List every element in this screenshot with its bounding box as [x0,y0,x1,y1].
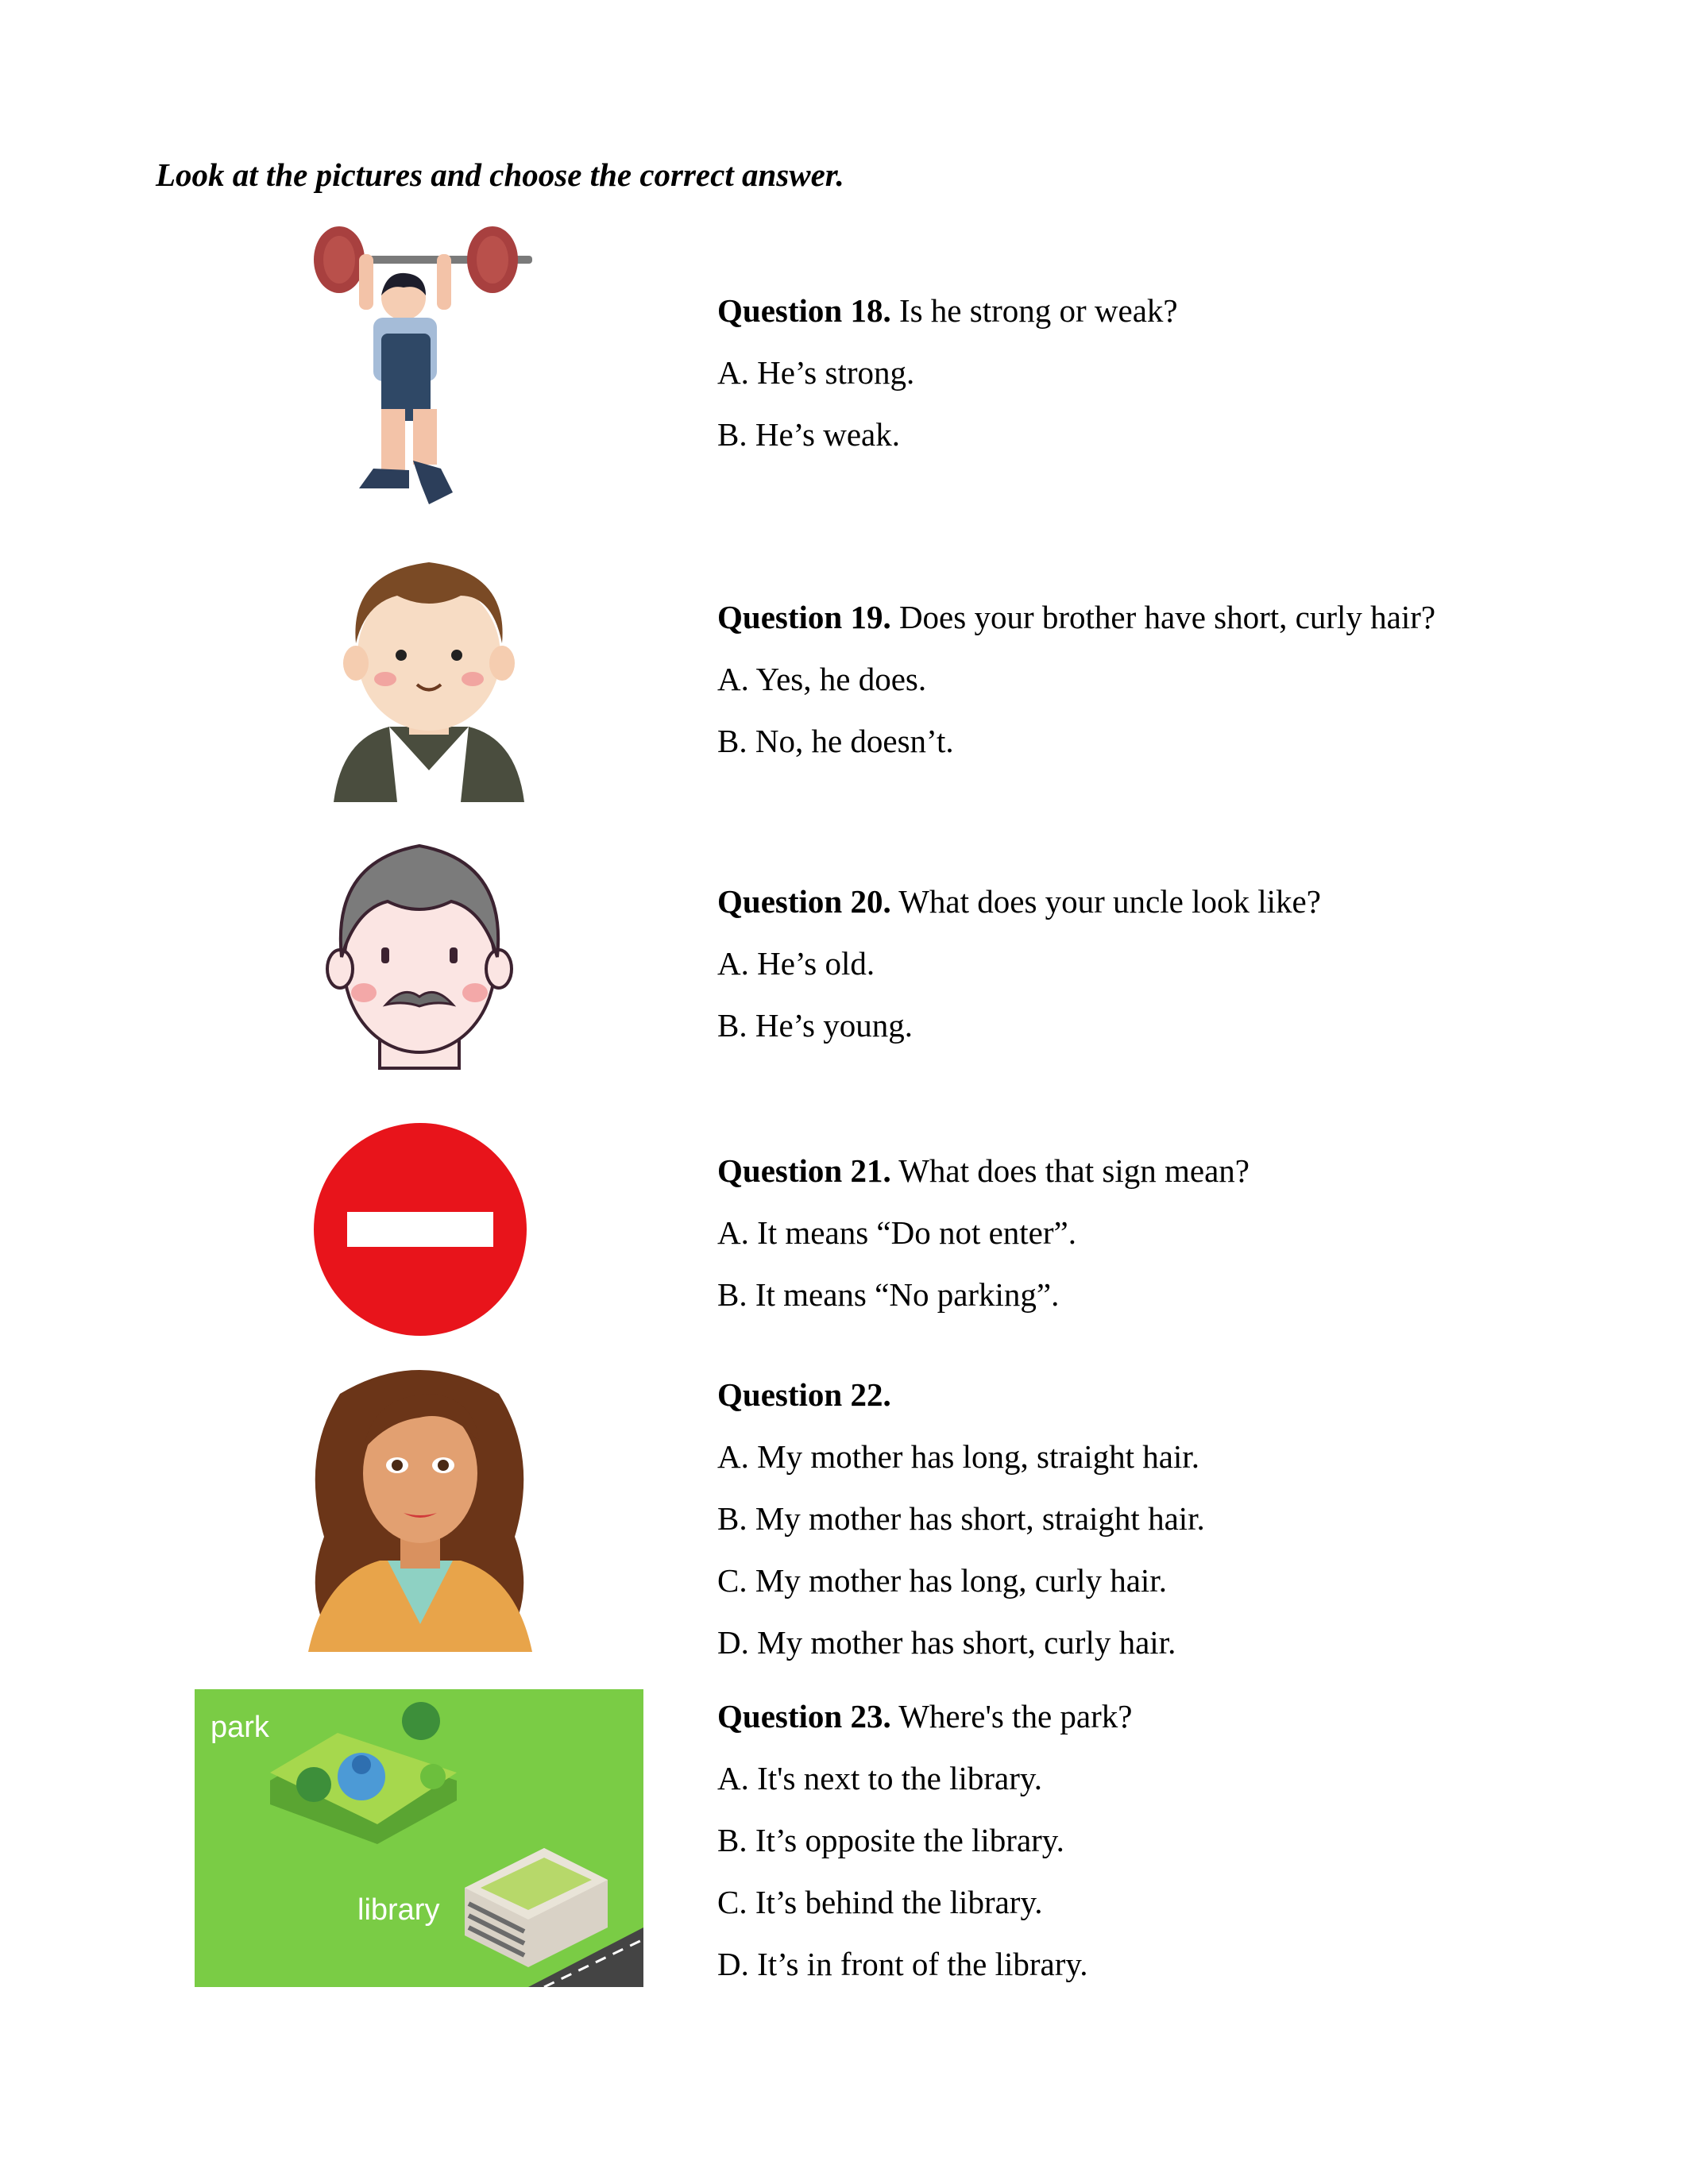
question-19-text: Question 19. Does your brother have short, curly hair? [717,599,1436,635]
question-18 [717,280,1178,465]
boy-face-illustration [334,548,524,802]
question-23-option-b[interactable]: B. It’s opposite the library. [717,1822,1064,1858]
question-22-text: Question 22. [717,1376,891,1413]
instruction-heading: Look at the pictures and choose the correct answer. [156,156,844,193]
question-19 [717,586,1435,772]
map-label-park: park [211,1711,269,1744]
question-21-text: Question 21. What does that sign mean? [717,1152,1250,1189]
question-21-option-b[interactable]: B. It means “No parking”. [717,1276,1060,1313]
uncle-face-illustration [324,838,515,1076]
question-23-text: Question 23. Where's the park? [717,1698,1133,1734]
question-23-option-c[interactable]: C. It’s behind the library. [717,1884,1043,1920]
question-19-option-a[interactable]: A. Yes, he does. [717,661,927,697]
question-22-option-a[interactable]: A. My mother has long, straight hair. [717,1438,1199,1475]
no-entry-sign-icon [312,1121,528,1337]
question-21-option-a[interactable]: A. It means “Do not enter”. [717,1214,1076,1251]
question-22 [717,1364,1205,1673]
question-20-option-a[interactable]: A. He’s old. [717,945,875,982]
question-23-option-a[interactable]: A. It's next to the library. [717,1760,1042,1796]
question-23-option-d[interactable]: D. It’s in front of the library. [717,1946,1088,1982]
question-22-option-b[interactable]: B. My mother has short, straight hair. [717,1500,1205,1537]
weightlifter-boy-illustration [302,222,540,524]
question-22-option-c[interactable]: C. My mother has long, curly hair. [717,1562,1167,1599]
mother-curly-hair-illustration [308,1362,532,1652]
question-18-text: Question 18. Is he strong or weak? [717,292,1178,329]
question-21 [717,1140,1250,1325]
question-20-text: Question 20. What does your uncle look like? [717,883,1321,920]
question-18-option-b[interactable]: B. He’s weak. [717,416,901,453]
park-library-map-illustration [195,1689,643,1987]
map-label-library: library [357,1893,440,1927]
question-19-option-b[interactable]: B. No, he doesn’t. [717,723,954,759]
question-18-option-a[interactable]: A. He’s strong. [717,354,915,391]
question-23 [717,1685,1132,1995]
question-20-option-b[interactable]: B. He’s young. [717,1007,913,1044]
question-20 [717,870,1321,1056]
question-22-option-d[interactable]: D. My mother has short, curly hair. [717,1624,1176,1661]
